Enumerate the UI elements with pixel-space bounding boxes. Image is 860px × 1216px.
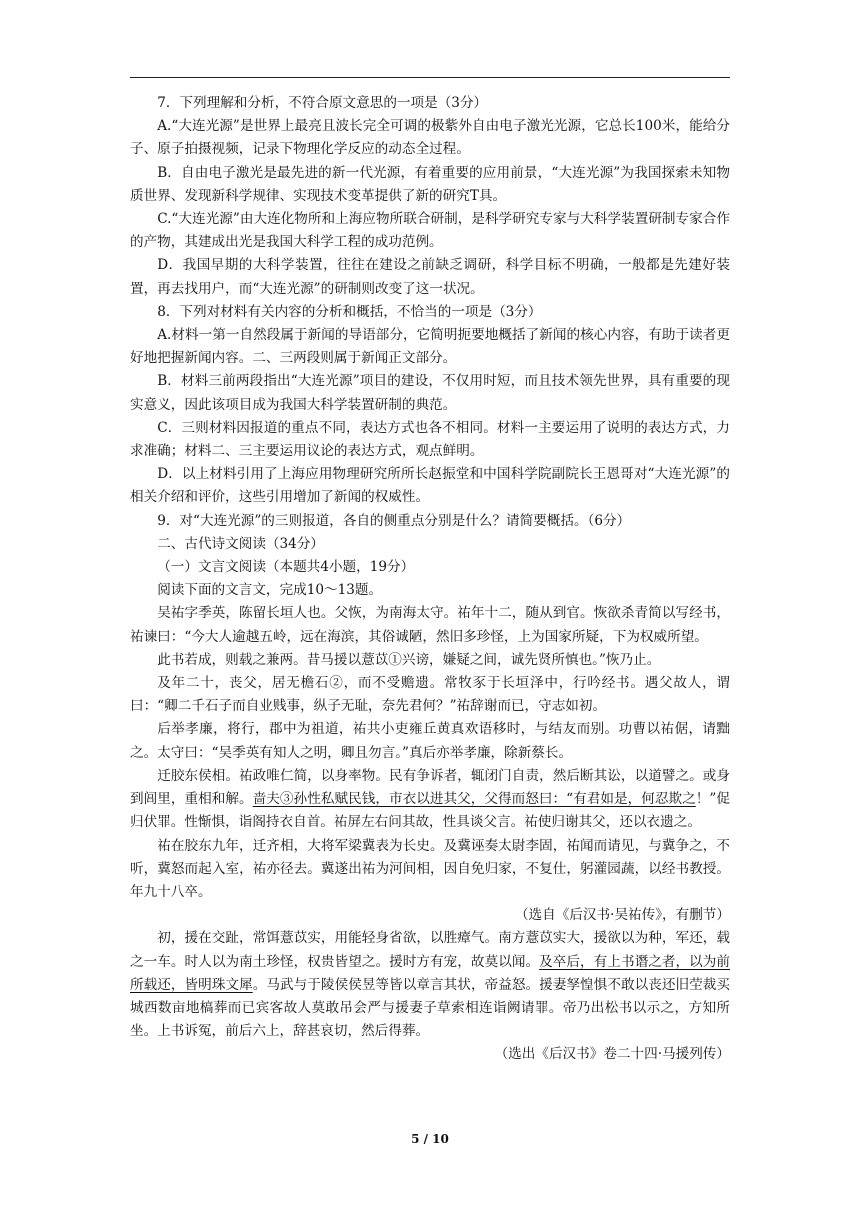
paragraph — [130, 672, 730, 718]
paragraph — [130, 602, 730, 648]
text-segment: 迁胶东侯相。祐政唯仁简，以身率物。民有争诉者，辄闭门自责，然后断其讼，以道譬之。或身到闾里，重相和解。 — [130, 767, 730, 808]
paragraph — [130, 718, 730, 764]
paragraph — [130, 463, 730, 509]
paragraph — [130, 115, 730, 161]
text-segment: C.“大连光源”由大连化物所和上海应物所联合研制，是科学研究专家与大科学装置研制专家合作的产物，其建成出光是我国大科学工程的成功范例。 — [130, 211, 730, 251]
header-rule — [130, 77, 730, 78]
paragraph — [130, 510, 730, 533]
text-segment: 后举孝廉，将行，郡中为祖道，祐共小吏雍丘黄真欢语移时，与结友而别。功曹以祐倨，请黜之。太守曰：“吴季英有知人之明，卿且勿言。”真后亦举孝廉，除新蔡长。 — [130, 721, 730, 761]
text-segment: 初，援在交趾，常饵薏苡实，用能轻身省欲，以胜瘴气。南方薏苡实大，援欲以为种，军还，载之一车。时人以为南土珍怪，权贵皆望之。援时方有宠，故莫以闻。 — [130, 930, 730, 970]
paragraph — [130, 208, 730, 254]
text-segment: （选自《后汉书·吴祐传》，有删节） — [514, 907, 730, 924]
underlined-sentence: 啬夫③孙性私赋民钱，市衣以进其父，父得而怒曰：“有君如是，何忍欺之 — [252, 791, 696, 808]
text-segment: B．自由电子激光是最先进的新一代光源，有着重要的应用前景，“大连光源”为我国探索未知物质世界、发现新科学规律、实现技术变革提供了新的研究T具。 — [130, 164, 730, 204]
paragraph — [130, 835, 730, 905]
text-segment: 7．下列理解和分析，不符合原文意思的一项是（3分） — [157, 95, 488, 111]
text-segment: 8．下列对材料有关内容的分析和概括，不恰当的一项是（3分） — [157, 303, 542, 320]
text-segment: A.材料一第一自然段属于新闻的导语部分，它简明扼要地概括了新闻的核心内容，有助于读者更好地把握新闻内容。二、三两段则属于新闻正文部分。 — [130, 327, 730, 367]
text-segment: D．我国早期的大科学装置，往往在建设之前缺乏调研，科学目标不明确，一般都是先建好装置，再去找用户，而“大连光源”的研制则改变了这一状况。 — [130, 257, 730, 297]
paragraph — [130, 417, 730, 463]
paragraph — [130, 927, 730, 1043]
page-number: 5 / 10 — [411, 1132, 449, 1146]
text-segment: B．材料三前两段指出“大连光源”项目的建设，不仅用时短，而且技术领先世界，具有重要的现实意义，因此该项目成为我国大科学装置研制的典范。 — [130, 373, 730, 413]
text-segment: 二、古代诗文阅读（34分） — [157, 535, 325, 552]
text-segment: 阅读下面的文言文，完成10～13题。 — [157, 582, 383, 599]
text-segment: （选出《后汉书》卷二十四·马援列传） — [494, 1046, 730, 1063]
paragraph — [130, 765, 730, 835]
text-segment: C．三则材料因报道的重点不同，表达方式也各不相同。材料一主要运用了说明的表达方式，力求准确；材料二、三主要运用议论的表达方式，观点鲜明。 — [130, 419, 730, 460]
paragraph — [130, 254, 730, 300]
underlined-sentence: 及卒后，有上书谮之者，以为前所载还，皆明珠文犀 — [130, 953, 731, 993]
paragraph — [130, 556, 730, 579]
paragraph — [130, 162, 730, 208]
text-segment: A.“大连光源”是世界上最亮且波长完全可调的极紫外自由电子激光光源，它总长100米，能给分子、原子拍摄视频，记录下物理化学反应的动态全过程。 — [130, 118, 730, 158]
text-segment: 此书若成，则载之兼两。昔马援以薏苡①兴谤，嫌疑之间，诚先贤所慎也。”恢乃止。 — [157, 651, 661, 668]
text-segment: 祐在胶东九年，迁齐相，大将军梁冀表为长史。及冀诬奏太尉李固，祐闻而请见，与冀争之，不听，冀怒而起入室，祐亦径去。冀遂出祐为河间相，因自免归家，不复仕，躬灌园蔬，以经书教授。年九十八卒。 — [130, 837, 730, 900]
paragraph — [130, 533, 730, 556]
text-segment: ！”促归伏罪。性惭惧，诣阁持衣自首。祐屏左右问其故，性具谈父言。祐使归谢其父，还以衣遗之。 — [130, 791, 731, 831]
text-segment: 吴祐字季英，陈留长垣人也。父恢，为南海太守。祐年十二，随从到官。恢欲杀青简以写经书，祐谏曰：“今大人逾越五岭，远在海滨，其俗诚陋，然旧多珍怪，上为国家所疑，下为权威所望。 — [130, 605, 730, 645]
text-segment: 及年二十，丧父，居无檐石②，而不受赡遗。常牧豕于长垣泽中，行吟经书。遇父故人，谓曰：“卿二千石子而自业贱事，纵子无耻，奈先君何？”祐辞谢而已，守志如初。 — [130, 675, 730, 715]
source-citation — [130, 904, 730, 927]
source-citation — [130, 1043, 730, 1066]
document-body — [130, 92, 730, 1067]
paragraph — [130, 301, 730, 324]
paragraph — [130, 579, 730, 602]
paragraph — [130, 324, 730, 370]
text-segment: 9．对“大连光源”的三则报道，各自的侧重点分别是什么？请简要概括。（6分） — [157, 512, 631, 529]
text-segment: D．以上材料引用了上海应用物理研究所所长赵振堂和中国科学院副院长王恩哥对“大连光源”的相关介绍和评价，这些引用增加了新闻的权威性。 — [130, 466, 730, 506]
text-segment: （一）文言文阅读（本题共4小题，19分） — [157, 559, 415, 576]
text-segment: 。马武与于陵侯侯昱等皆以章言其状，帝益怒。援妻孥惶惧不敢以丧还旧茔裁买城西数亩地槁葬而已宾客故人莫敢吊会严与援妻子草索相连诣阙请罪。帝乃出松书以示之，方知所坐。上书诉冤，前后六上，辞甚哀切，然后得葬。 — [130, 976, 731, 1040]
paragraph — [130, 92, 730, 115]
paragraph — [130, 649, 730, 672]
paragraph — [130, 370, 730, 416]
